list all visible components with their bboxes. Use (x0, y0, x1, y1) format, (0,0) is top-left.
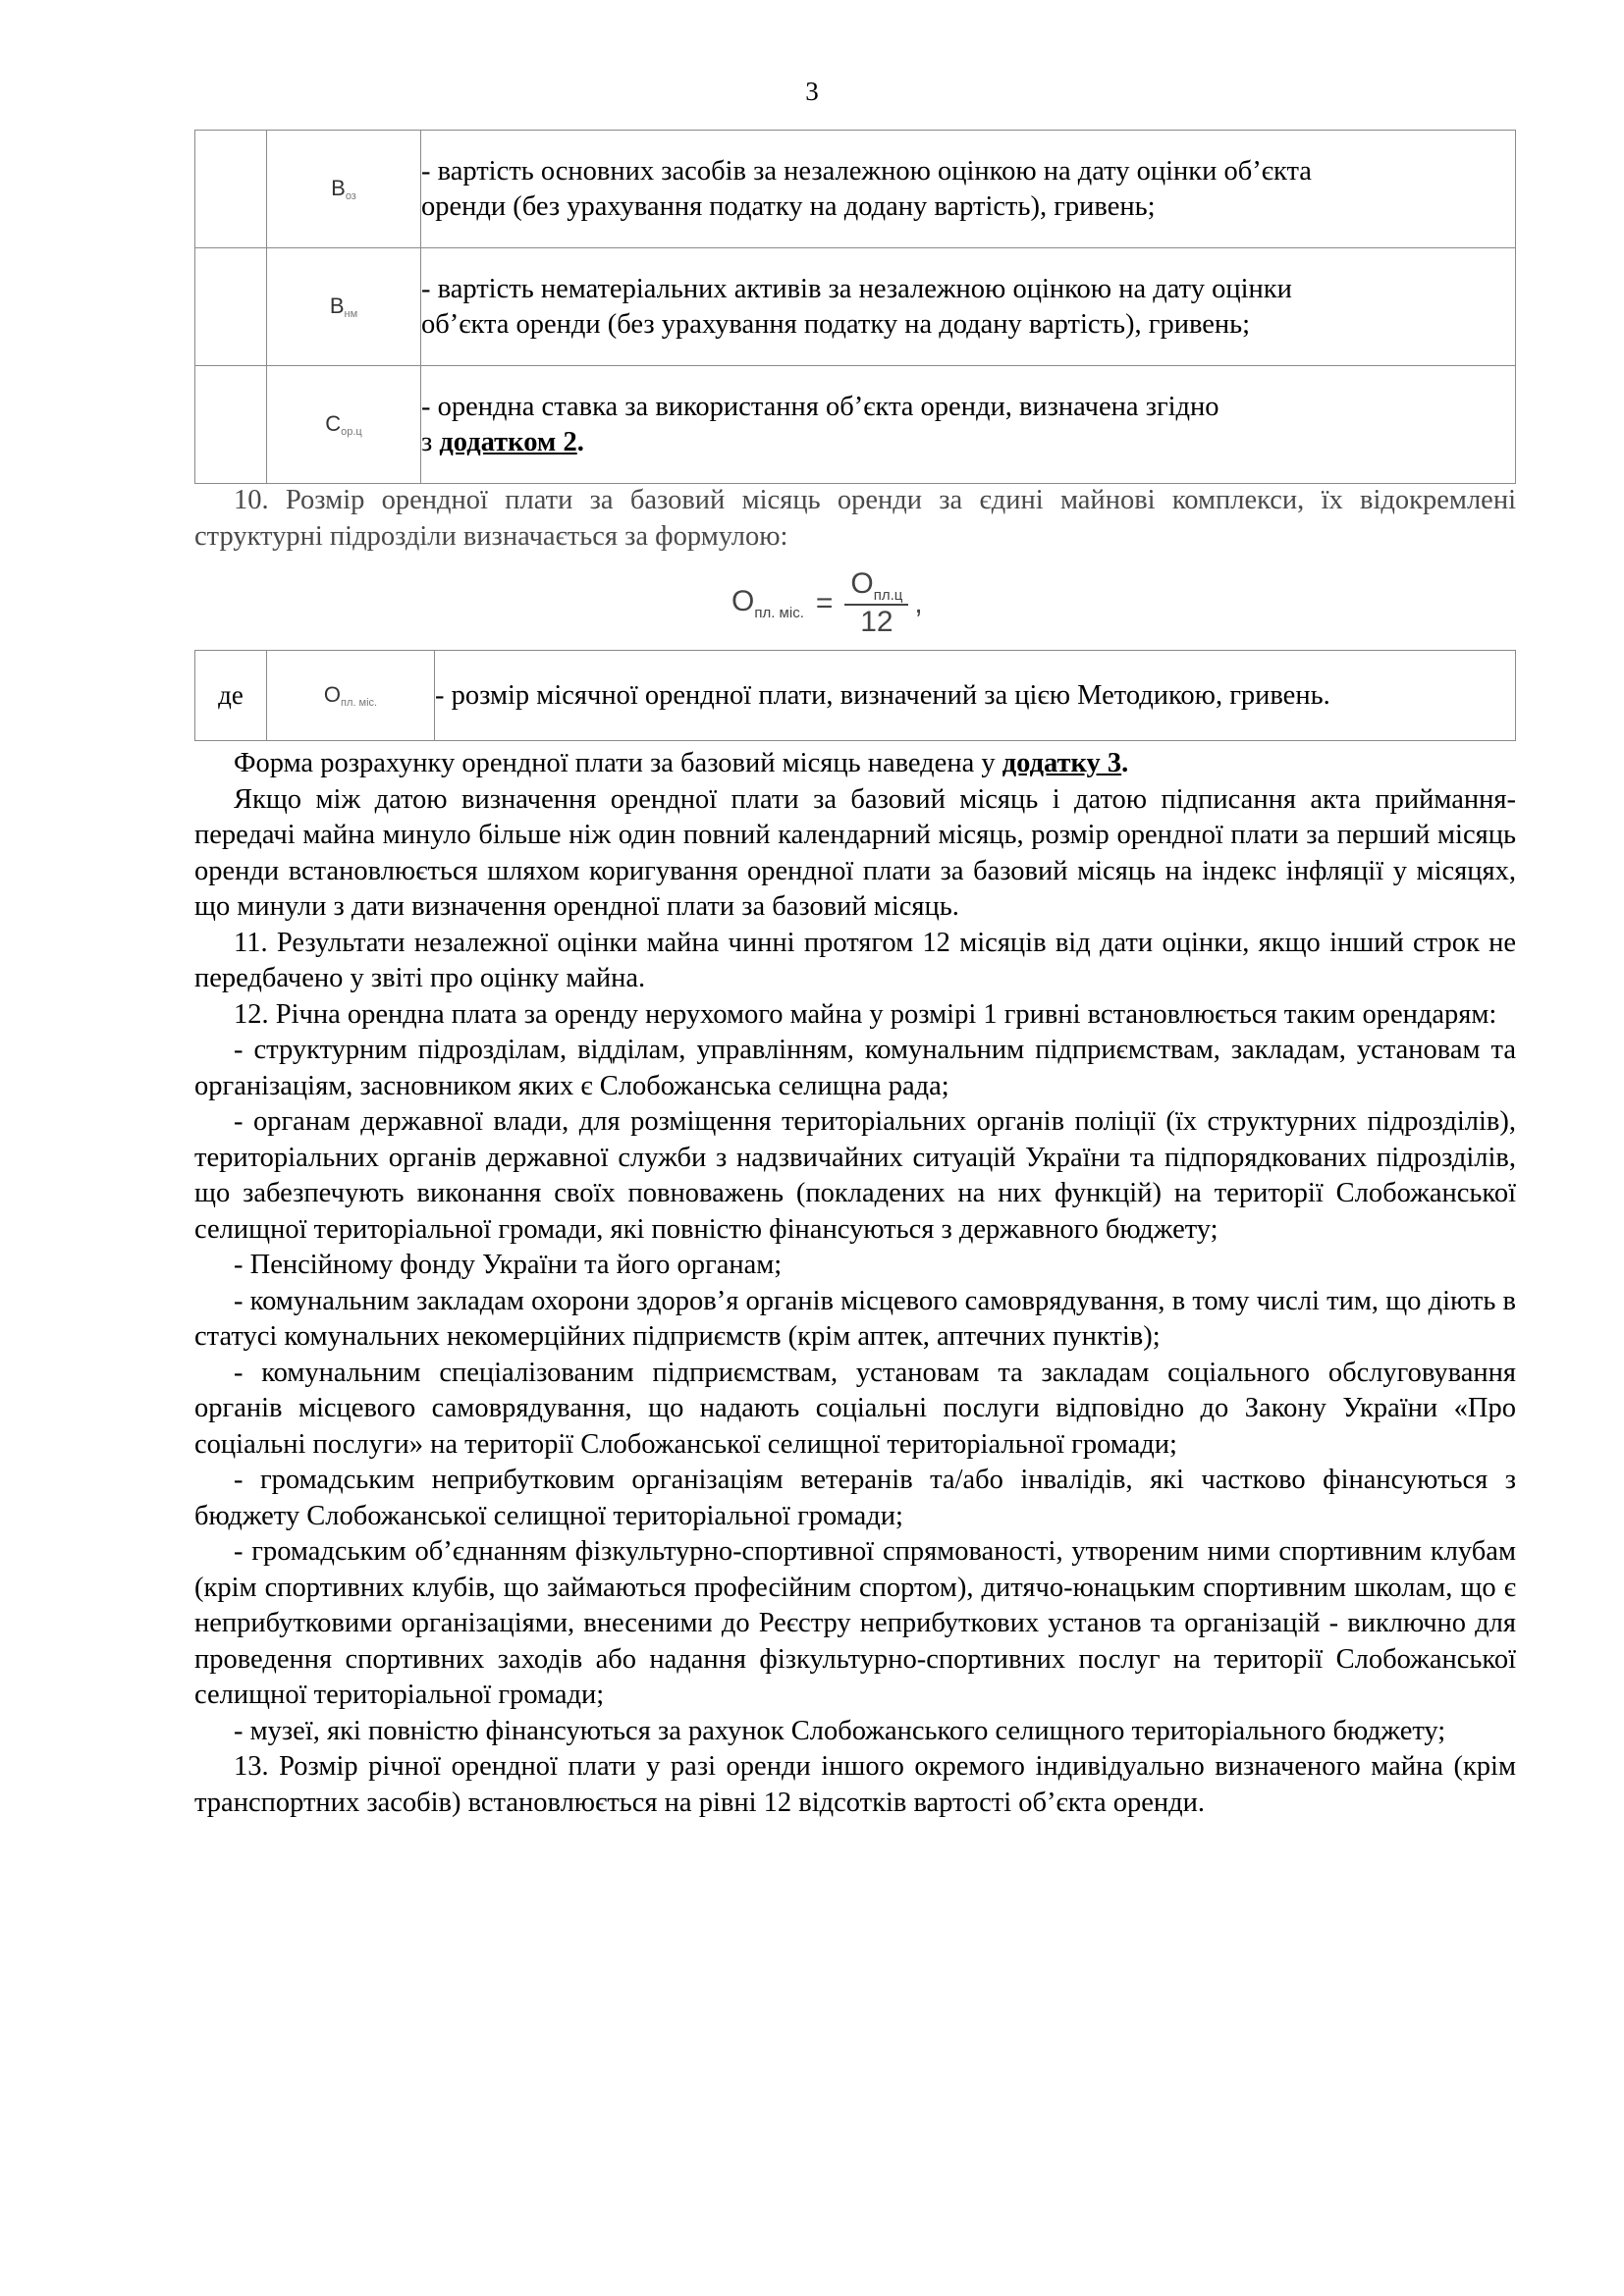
list-item: - органам державної влади, для розміщення територіальних органів поліції (їх структурних підрозділів), територіальних органів державної служби з надзвичайних ситуацій України та підпорядкованих підрозділів, що забезпечують виконання своїх повноважень (покладених на них функцій) на території Слобожанської селищної територіальної громади, які повністю фінансуються з державного бюджету; (194, 1106, 1516, 1245)
main-text (194, 746, 1516, 1821)
list-item: - Пенсійному фонду України та його органам; (234, 1250, 783, 1280)
appendix-3-link[interactable]: додатку 3 (1001, 748, 1122, 778)
formula-symbol: $С_{ор.ц}$ (325, 411, 362, 438)
list-item: - музеї, які повністю фінансуються за рахунок Слобожанського селищного територіального бюджету; (234, 1715, 1446, 1746)
paragraph-12: 12. Річна орендна плата за оренду нерухомого майна у розмірі 1 гривні встановлюється таким орендарям: (234, 998, 1497, 1030)
page-number: 3 (805, 77, 819, 106)
table-row (195, 651, 1516, 741)
list-item: - громадським неприбутковим організаціям ветеранів та/або інвалідів, які частково фінансуються з бюджету Слобожанської селищної територіальної громади; (194, 1465, 1516, 1531)
empty-cell (195, 248, 267, 366)
table-row (195, 248, 1516, 366)
empty-cell (195, 366, 267, 484)
paragraph-if: Якщо між датою визначення орендної плати за базовий місяць і датою підписання акта приймання-передачі майна минуло більше ніж один повний календарний місяць, розмір орендної плати за перший місяць оренди встановлюється шляхом коригування орендної плати за базовий місяць на індекс інфляції у місяцях, що минули з дати визначення орендної плати за базовий місяць. (194, 783, 1516, 922)
where-label: де (195, 651, 267, 741)
list-item: - громадським об’єднанням фізкультурно-спортивної спрямованості, утвореним ними спортивним клубам (крім спортивних клубів, що займаються професійним спортом), дитячо-юнацьким спортивним школам, що є неприбутковими організаціями, внесеними до Реєстру неприбуткових установ та організацій - виключно для проведення спортивних заходів або надання фізкультурно-спортивних послуг на території Слобожанської селищної територіальної громади; (194, 1536, 1516, 1710)
paragraph-13: 13. Розмір річної орендної плати у разі оренди іншого окремого індивідуально визначеного майна (крім транспортних засобів) встановлюється на рівні 12 відсотків вартості об’єкта оренди. (194, 1751, 1516, 1818)
appendix-2-link[interactable]: додатком 2 (439, 426, 577, 457)
paragraph-10: 10. Розмір орендної плати за базовий місяць оренди за єдині майнові комплекси, їх відокремлені структурні підрозділи визначається за формулою: (194, 485, 1516, 552)
formula-fraction: $\frac{О_{пл.ц}}{12}$ (844, 567, 908, 639)
list-item: - структурним підрозділам, відділам, управлінням, комунальним підприємствам, закладам, установам та організаціям, засновником яких є Слобожанська селищна рада; (194, 1035, 1516, 1101)
list-item: - комунальним закладам охорони здоров’я органів місцевого самоврядування, в тому числі тим, що діють в статусі комунальних некомерційних підприємств (крім аптек, аптечних пунктів); (194, 1285, 1516, 1352)
symbol-cell (267, 131, 421, 248)
paragraph-11: 11. Результати незалежної оцінки майна чинні протягом 12 місяців від дати оцінки, якщо інший строк не передбачено у звіті про оцінку майна. (194, 927, 1516, 993)
symbol-cell (267, 366, 421, 484)
empty-cell (195, 131, 267, 248)
monthly-rent-table (194, 650, 1516, 741)
symbol-cell (267, 651, 435, 741)
description-cell: - вартість основних засобів за незалежною оцінкою на дату оцінки об’єкта оренди (без урахування податку на додану вартість), гривень; (421, 131, 1516, 248)
symbol-cell (267, 248, 421, 366)
table-row (195, 366, 1516, 484)
description-cell: - орендна ставка за використання об’єкта оренди, визначена згідно з додатком 2. (421, 366, 1516, 484)
variables-table (194, 130, 1516, 484)
table-row (195, 131, 1516, 248)
formula-symbol: $О_{пл. міс.}$ (323, 682, 378, 709)
description-cell: - вартість нематеріальних активів за незалежною оцінкою на дату оцінки об’єкта оренди (без урахування податку на додану вартість), гривень; (421, 248, 1516, 366)
formula-symbol: $В_{нм}$ (329, 294, 358, 320)
formula: $О_{пл. міс.}$ = $\frac{О_{пл.ц}}{12}$ , (731, 567, 923, 638)
description-cell: - розмір місячної орендної плати, визначений за цією Методикою, гривень. (435, 651, 1516, 741)
form-paragraph: Форма розрахунку орендної плати за базовий місяць наведена у додатку 3. (234, 748, 1129, 778)
list-item: - комунальним спеціалізованим підприємствам, установам та закладам соціального обслуговування органів місцевого самоврядування, що надають соціальні послуги відповідно до Закону України «Про соціальні послуги» на території Слобожанської селищної територіальної громади; (194, 1357, 1516, 1460)
formula-symbol: $В_{оз}$ (331, 176, 356, 202)
